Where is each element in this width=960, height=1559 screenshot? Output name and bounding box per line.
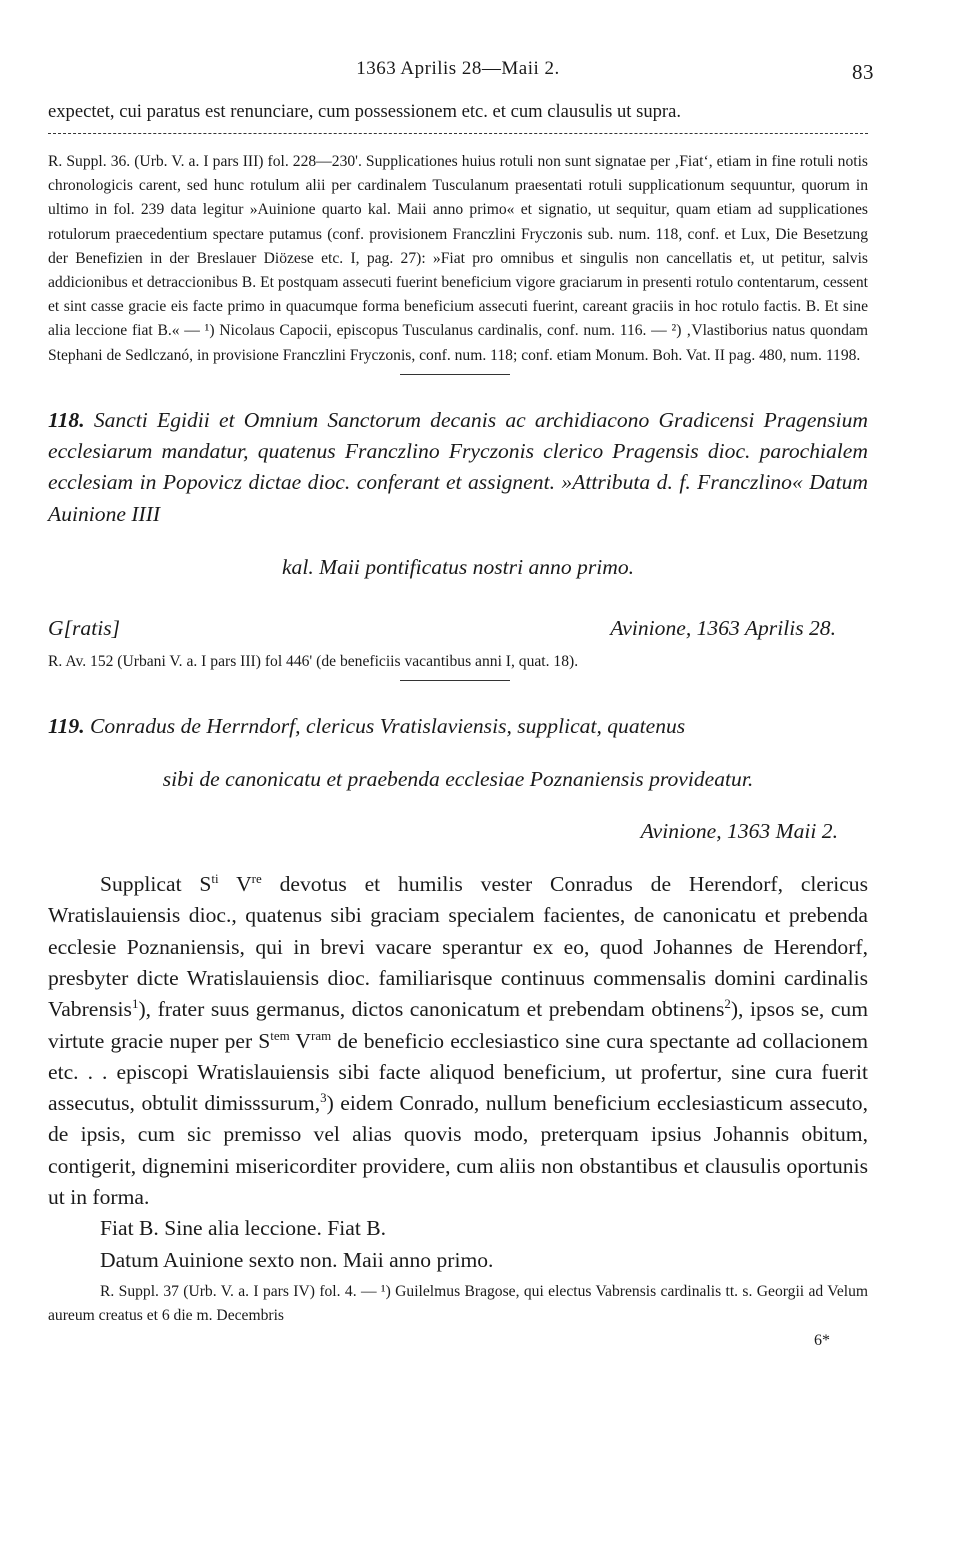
abbr-sup: ram [311,1027,332,1043]
abbr-sup: tem [270,1027,290,1043]
entry-118-number: 118. [48,407,85,432]
document-page [48,58,874,1366]
page-number: 83 [852,60,874,84]
text-part: ) eidem Conrado, nullum beneficium ecclesiasticum assecuto, de ipsis, cum sic premisso vel alias quovis modo, preterquam ipsius Johannis obitum, contigerit, dignemini misericorditer providere, cum aliis non obstantibus et clausulis oportunis ut in forma. [48,1091,868,1210]
text-part: Supplicat S [100,872,212,897]
previous-entry-end: expectet, cui paratus est renunciare, cum possessionem etc. et cum clausulis ut supra. [48,101,682,122]
page-header [48,58,874,98]
abbr-sup: ti [211,870,219,886]
footnote-ref: 1 [131,996,139,1012]
footnote-ref: 3 [320,1089,327,1105]
entry-119-note: R. Suppl. 37 (Urb. V. a. I pars IV) fol. 4. — ¹) Guilelmus Bragose, qui electus Vabrensis cardinalis tt. s. Georgii ad Velum aureum creatus et 6 die m. Decembris [48,1282,868,1325]
text-part: V [289,1028,312,1053]
entry-118-dateline [48,613,868,644]
dashed-separator [48,133,868,134]
entry-119-fiat: Fiat B. Sine alia leccione. Fiat B. [100,1216,387,1241]
entry-118-regest-text: Sancti Egidii et Omnium Sanctorum decanis ac archidiacono Gradicensi Pragensium ecclesiarum mandatur, quatenus Franczlino Fryczonis clerico Pragensis dioc. parochialem ecclesiam in Popovicz dictae dioc. conferant et assignent. »Attributa d. f. Franczlino« Datum Auinione IIII [48,407,868,526]
text-part: ), frater suus germanus, dictos canonicatum et prebendam obtinens [138,997,725,1022]
entry-118-regest [48,405,868,530]
entry-118-date: Avinione, 1363 Aprilis 28. [610,615,836,640]
footnote-ref: 2 [724,996,731,1012]
entry-119-date: Avinione, 1363 Maii 2. [640,819,838,844]
text-part: V [218,872,252,897]
text-part: devotus et humilis vester Conradus de Herendorf, clericus Wratislauiensis dioc., quatenus sibi graciam specialem facientes, de canonicatu et prebenda ecclesie Poznaniensis, qui in brevi vacare sperantur ex eo, quod Johannes de Herendorf, presbyter dicte Wratislauiensis dioc. familiarisque continuus commensalis domini cardinalis Vabrensis [48,872,868,1022]
text-part: de beneficio ecclesiastico sine cura spectante ad collacionem etc. . . episcopi Wratislauiensis sibi facte aliquod beneficium, ut profertur, sine cura fuerit assecutus, obtulit dimisssurum, [48,1028,869,1116]
entry-119-regest-line2: sibi de canonicatu et praebenda ecclesiae Poznaniensis provideatur. [162,766,754,791]
entry-119-number: 119. [48,713,85,738]
entry-119-regest-line1 [48,711,868,742]
entry-118-gratis: G[ratis] [48,615,121,640]
entry-119-text [48,869,868,1213]
entry-118-source: R. Av. 152 (Urbani V. a. I pars III) fol 446' (de beneficiis vacantibus anni I, quat. 18). [48,652,579,670]
abbr-sup: re [251,870,262,886]
running-title: 1363 Aprilis 28—Maii 2. [356,58,560,79]
entry-119-datum: Datum Auinione sexto non. Maii anno primo. [100,1247,494,1272]
entry-119-regest-text: Conradus de Herrndorf, clericus Vratislaviensis, supplicat, quatenus [90,713,686,738]
entry-118-regest-end: kal. Maii pontificatus nostri anno primo. [281,554,635,579]
signature-mark: 6* [814,1332,830,1350]
text-part: ), ipsos se, cum virtute gracie nuper per S [48,997,869,1053]
footnote-117: R. Suppl. 36. (Urb. V. a. I pars III) fol. 228—230'. Supplicationes huius rotuli non sunt signatae per ‚Fiat‘, etiam in fine rotuli notis chronologicis carent, sed hunc rotulum alii per cardinalem Tusculanum praesentati rotuli supplicationum sequuntur, quorum in ultimo in fol. 239 data legitur »Auinione quarto kal. Maii anno primo« et signatio, ut sequitur, quam etiam ad supplicationes rotulorum praecedentium spectare putamus (conf. provisionem Franczlini Fryczonis sub. num. 118, conf. et Lux, Die Besetzung der Benefizien in der Breslauer Diözese etc. I, pag. 27): »Fiat pro omnibus et singulis non cancellatis et, ut petitur, salvis addicionibus et detraccionibus B. Et postquam assecuti fuerint beneficium vigore graciarum in presenti rotulo contentarum, cessent et sint casse gracie eis facte primo in quacumque forma beneficium assecuti fuerint, careant graciis in hoc rotulo factis. B. Et sine alia leccione fiat B.« — ¹) Nicolaus Capocii, episcopus Tusculanus cardinalis, conf. num. 116. — ²) ‚Vlastiborius natus quondam Stephani de Sedlczanó, in provisione Franczlini Fryczonis, conf. num. 118; conf. etiam Monum. Boh. Vat. II pag. 480, num. 1198. [48,153,868,364]
